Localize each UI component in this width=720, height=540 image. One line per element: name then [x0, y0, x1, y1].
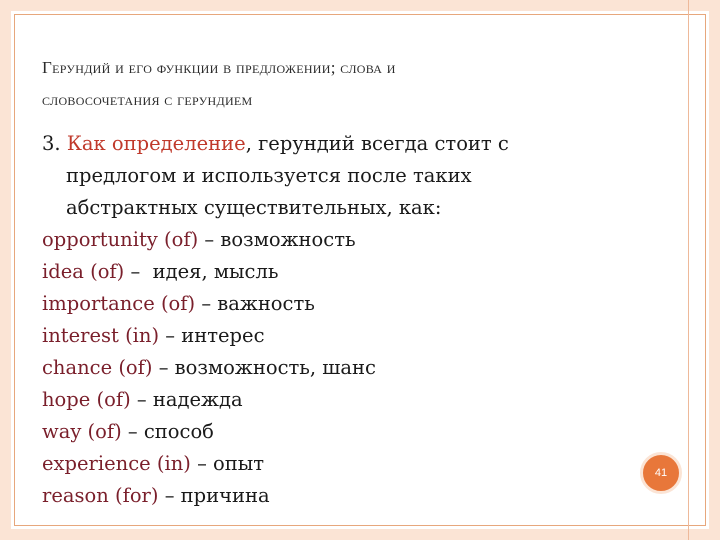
- page-number: 41: [654, 467, 668, 479]
- title-line-2: словосочетания с герундием: [42, 90, 253, 109]
- english-term: hope (of): [42, 388, 131, 411]
- russian-translation: – интерес: [159, 324, 265, 347]
- slide-body: [42, 128, 602, 512]
- english-term: experience (in): [42, 452, 191, 475]
- list-item: [42, 416, 602, 448]
- page-number-badge: [640, 452, 682, 494]
- slide-title: [42, 52, 642, 116]
- russian-translation: – способ: [121, 420, 214, 443]
- list-item: [42, 288, 602, 320]
- vertical-rule: [688, 0, 689, 540]
- intro-highlight: Как определение: [66, 132, 246, 155]
- intro-text-3: абстрактных существительных, как:: [66, 196, 442, 219]
- title-line-1: Герундий и его функции в предложении; слова и: [42, 58, 396, 77]
- russian-translation: – важность: [195, 292, 315, 315]
- russian-translation: – надежда: [130, 388, 243, 411]
- russian-translation: – причина: [158, 484, 270, 507]
- russian-translation: – возможность, шанс: [152, 356, 376, 379]
- intro-number: 3.: [42, 132, 67, 155]
- list-item: [42, 352, 602, 384]
- russian-translation: – опыт: [190, 452, 265, 475]
- russian-translation: – возможность: [198, 228, 356, 251]
- list-item: [42, 384, 602, 416]
- english-term: chance (of): [42, 356, 153, 379]
- list-item: [42, 480, 602, 512]
- english-term: opportunity (of): [42, 228, 199, 251]
- intro-text-1: , герундий всегда стоит с: [245, 132, 509, 155]
- list-item: [42, 320, 602, 352]
- list-item: [42, 448, 602, 480]
- list-item: [42, 224, 602, 256]
- intro-paragraph: [42, 128, 602, 224]
- intro-text-2: предлогом и используется после таких: [66, 164, 472, 187]
- list-item: [42, 256, 602, 288]
- english-term: way (of): [42, 420, 122, 443]
- english-term: idea (of): [42, 260, 125, 283]
- english-term: reason (for): [42, 484, 159, 507]
- english-term: interest (in): [42, 324, 160, 347]
- russian-translation: – идея, мысль: [124, 260, 279, 283]
- english-term: importance (of): [42, 292, 196, 315]
